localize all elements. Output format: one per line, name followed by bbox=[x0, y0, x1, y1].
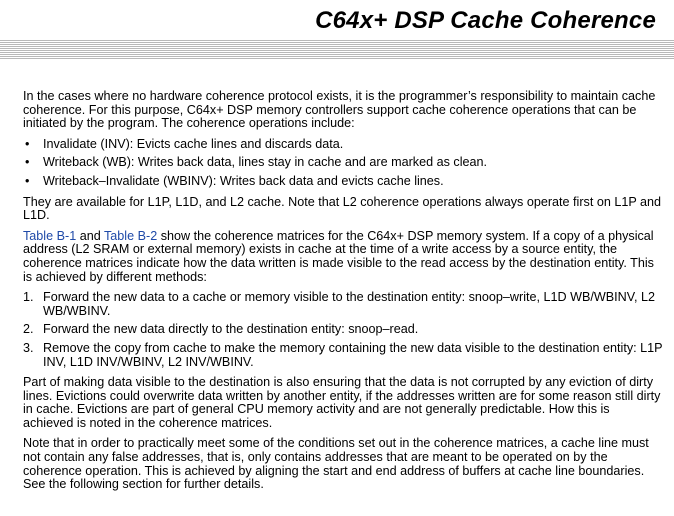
list-item bbox=[23, 291, 663, 318]
list-item bbox=[23, 175, 663, 189]
operation-wbinv: Writeback–Invalidate (WBINV): Writes back data and evicts cache lines. bbox=[43, 173, 444, 188]
list-item bbox=[23, 156, 663, 170]
bullet-icon: • bbox=[25, 136, 30, 151]
document-body bbox=[23, 90, 663, 499]
operation-wb: Writeback (WB): Writes back data, lines stay in cache and are marked as clean. bbox=[43, 155, 487, 170]
method-text: Forward the new data to a cache or memory visible to the destination entity: snoop–write, L1D WB/WBINV, L2 WB/WBINV. bbox=[43, 290, 656, 318]
method-number: 2. bbox=[23, 322, 34, 337]
list-item bbox=[23, 138, 663, 152]
operation-inv: Invalidate (INV): Evicts cache lines and discards data. bbox=[43, 136, 344, 151]
table-b1-link[interactable]: Table B-1 bbox=[23, 228, 77, 243]
and-text: and bbox=[76, 228, 104, 243]
bullet-icon: • bbox=[25, 173, 30, 188]
eviction-paragraph: Part of making data visible to the destination is also ensuring that the data is not corrupted by any eviction of dirty lines. Evictions could overwrite data written by another entity, if the addresses written are for some reason still dirty in cache. Evictions are part of general CPU memory activity and are not generally predictable. How this is achieved is noted in the coherence matrices. bbox=[23, 375, 661, 430]
header-stripe-band bbox=[0, 40, 674, 60]
availability-paragraph: They are available for L1P, L1D, and L2 cache. Note that L2 coherence operations always operate first on L1P and L1D. bbox=[23, 194, 662, 223]
bullet-icon: • bbox=[25, 155, 30, 170]
method-number: 3. bbox=[23, 340, 34, 355]
page-header bbox=[0, 0, 674, 62]
alignment-paragraph: Note that in order to practically meet some of the conditions set out in the coherence matrices, a cache line must not contain any false addresses, that is, only contains addresses that are meant to be operated on by the coherence operation. This is achieved by aligning the start and end address of buffers at cache line boundaries. See the following section for further details. bbox=[23, 436, 649, 492]
method-text: Forward the new data directly to the destination entity: snoop–read. bbox=[43, 322, 419, 337]
list-item bbox=[23, 342, 663, 369]
coherence-operations-list bbox=[23, 138, 663, 189]
page-title: C64x+ DSP Cache Coherence bbox=[315, 7, 656, 34]
list-item bbox=[23, 323, 663, 337]
table-b2-link[interactable]: Table B-2 bbox=[104, 228, 158, 243]
matrices-paragraph bbox=[23, 230, 663, 284]
method-text: Remove the copy from cache to make the memory containing the new data visible to the destination entity: L1P INV, L1D INV/WBINV, L2 INV/WBINV. bbox=[43, 340, 663, 369]
method-number: 1. bbox=[23, 290, 34, 305]
matrices-text: show the coherence matrices for the C64x+ DSP memory system. If a copy of a physical address (L2 SRAM or external memory) exists in cache at the time of a write access by a source entity, the coherence matrices indicate how the data written is made visible to the read access by the destination entity. This is achieved by different methods: bbox=[23, 228, 654, 284]
intro-paragraph: In the cases where no hardware coherence protocol exists, it is the programmer’s responsibility to maintain cache coherence. For this purpose, C64x+ DSP memory controllers support cache coherence operations that can be initiated by the program. The coherence operations include: bbox=[23, 89, 656, 131]
methods-list bbox=[23, 291, 663, 369]
